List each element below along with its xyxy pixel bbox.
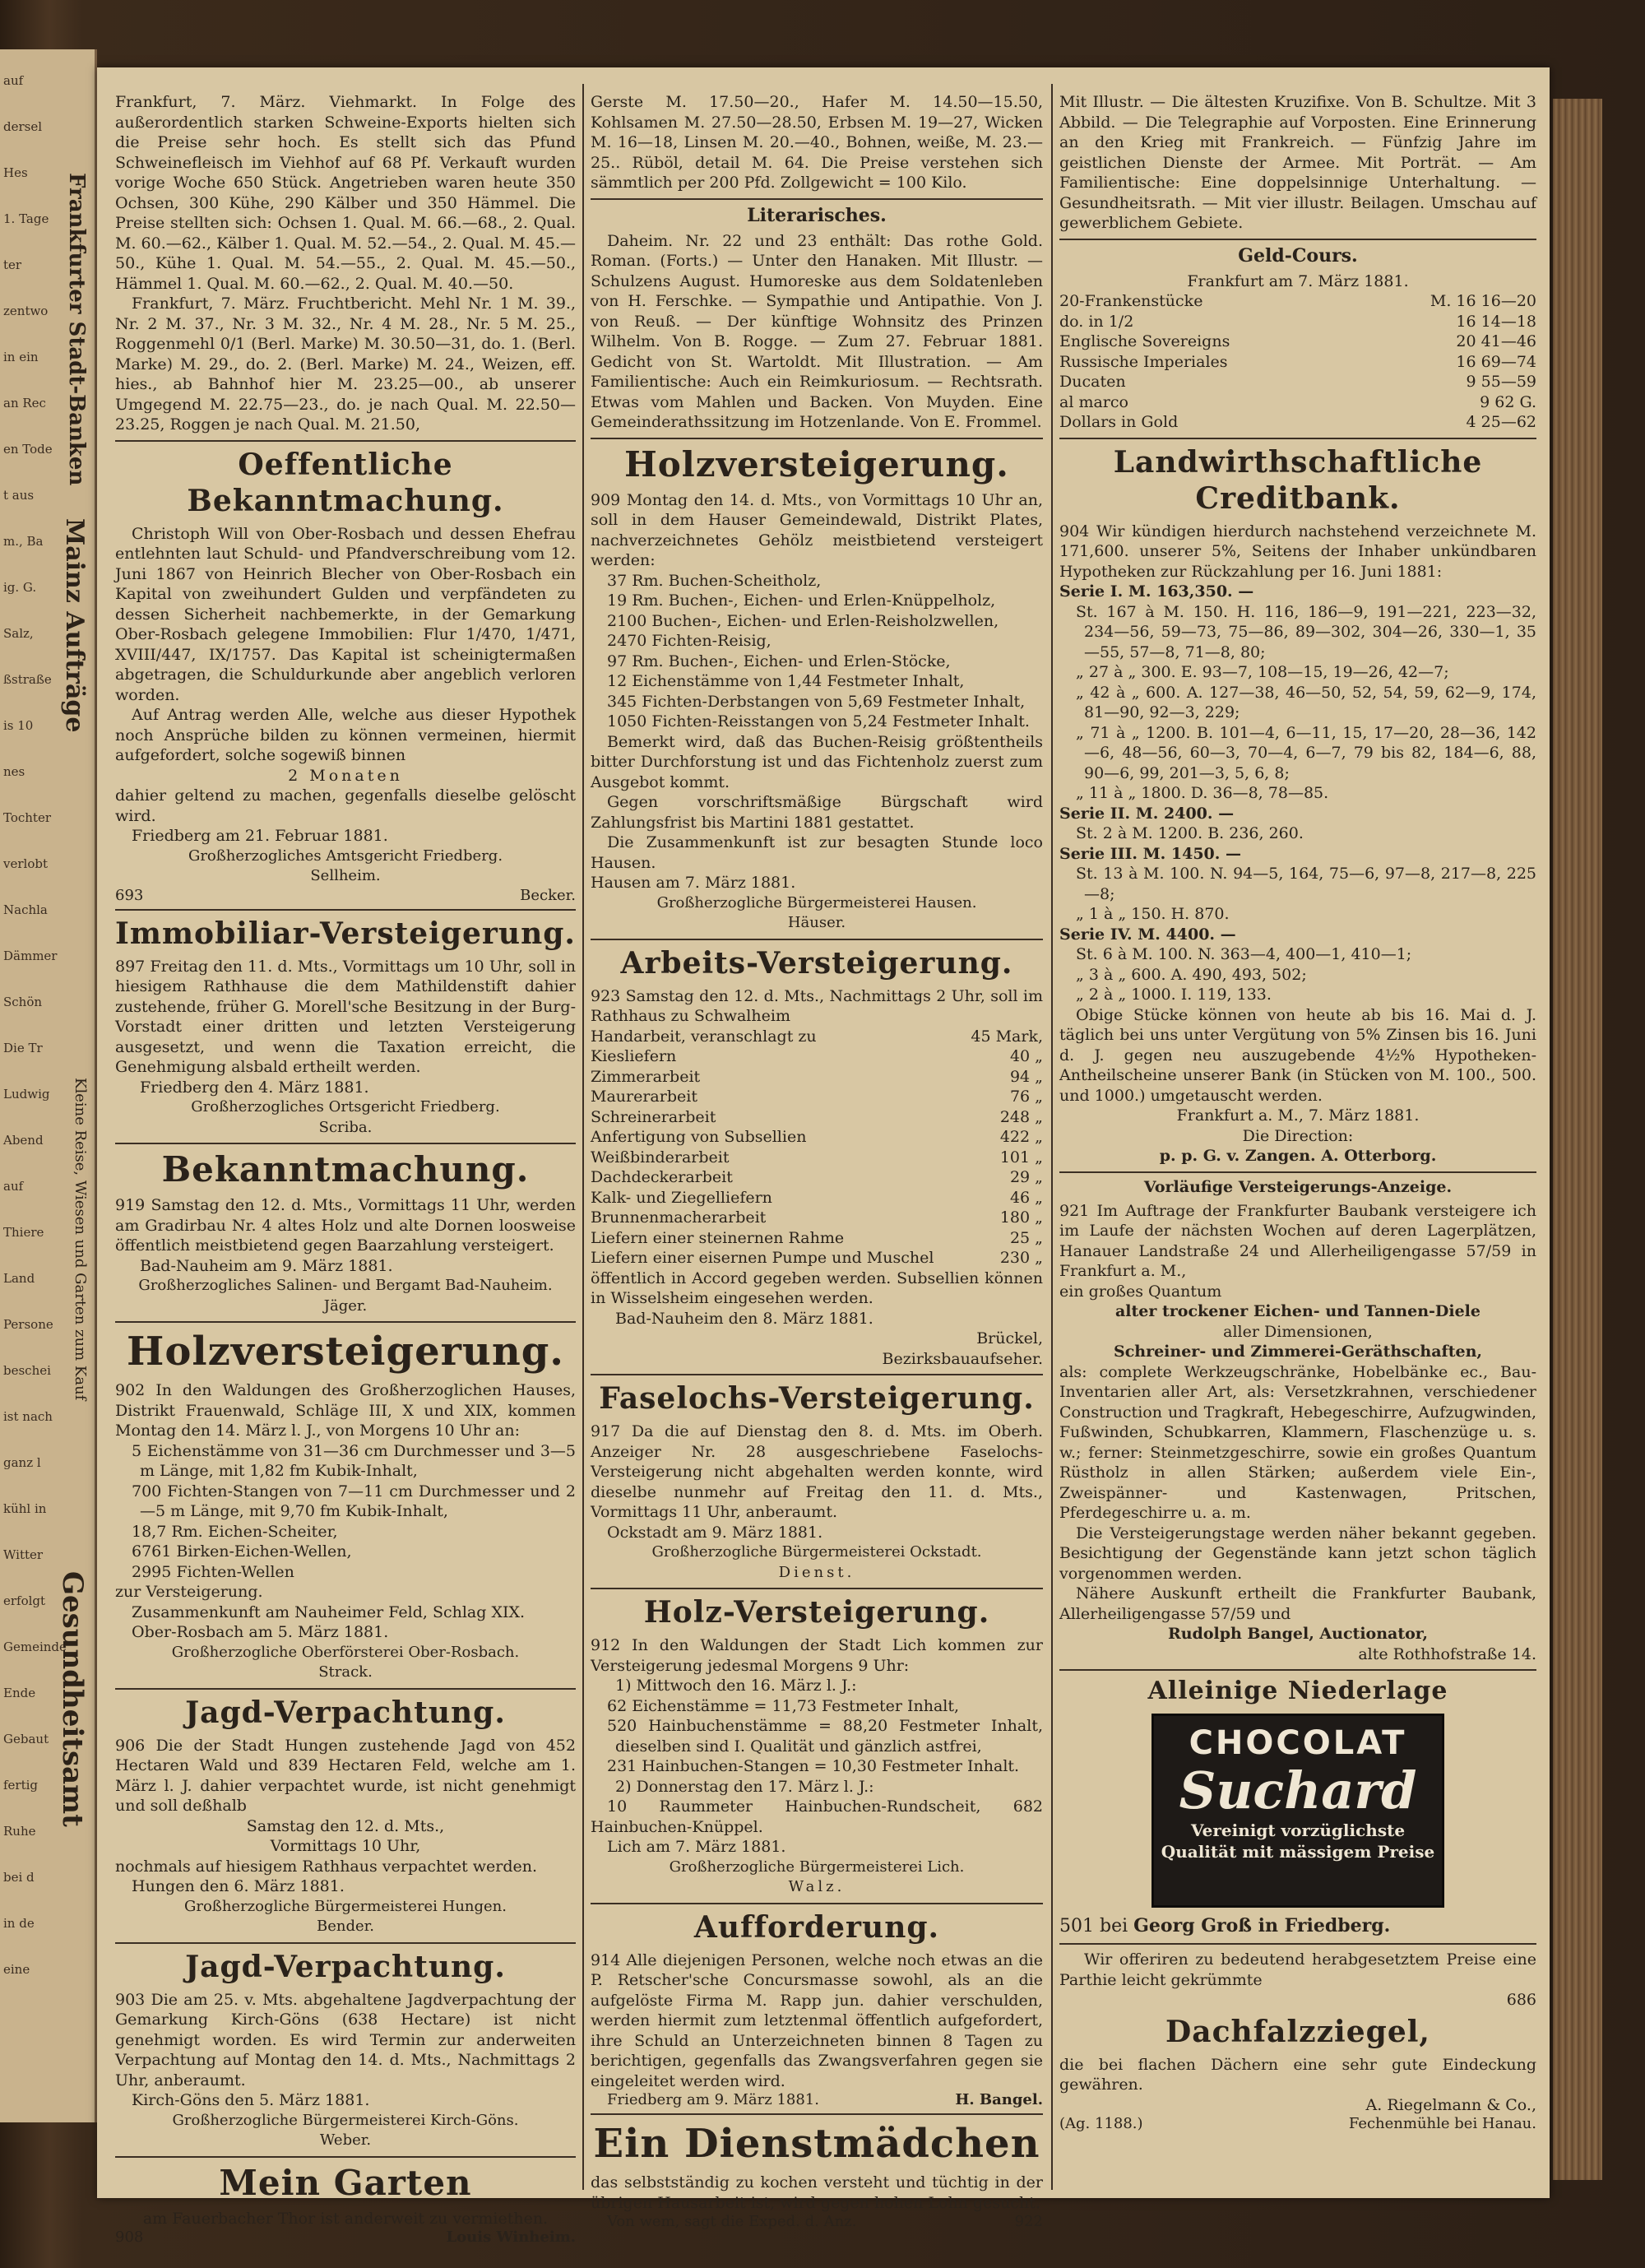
newspaper-page xyxy=(97,67,1550,2246)
dienst-text-2: Von wem, sagt die Exped. d. Anz. xyxy=(607,2213,857,2230)
credit-line: St. 6 à M. 100. N. 363—4, 400—1, 410—1; xyxy=(1076,945,1412,963)
ad-number: 922 xyxy=(1014,2213,1043,2230)
jagd1-text: 906 Die der Stadt Hungen zustehende Jagd von 452 Hectaren Wald und 839 Hectaren Feld, welche am 1. März l. J. dahier verpachtet wurde, ist nicht genehmigt und soll deßhalb xyxy=(115,1736,576,1815)
holz1-list-item: 6761 Birken-Eichen-Wellen, xyxy=(132,1542,352,1561)
bekannt-signer: Jäger. xyxy=(323,1296,368,1315)
left-page-fragment: Ruhe xyxy=(3,1824,36,1839)
holz2-list-item: 97 Rm. Buchen-, Eichen- und Erlen-Stöcke, xyxy=(607,652,951,670)
geld-row xyxy=(1059,412,1536,433)
left-page-fragment: Ende xyxy=(3,1686,36,1700)
baubank-text: 921 Im Auftrage der Frankfurter Baubank versteigere ich im Laufe der nächsten Wochen auf deren Lagerplätzen, Hanauer Landstraße 24 und Allerheiligengasse 57/59 in Frankfurt a. M., xyxy=(1059,1201,1536,1280)
jagd2-office: Großherzogliche Bürgermeisterei Kirch-Göns. xyxy=(172,2111,519,2129)
jagd2-signer: Weber. xyxy=(319,2131,372,2149)
geld-row-value: 9 55—59 xyxy=(1466,373,1536,391)
dachfalz-agency: (Ag. 1188.) xyxy=(1059,2115,1143,2132)
holz2-list-item: 345 Fichten-Derbstangen von 5,69 Festmeter Inhalt, xyxy=(607,692,1026,711)
holz2-text-2: Bemerkt wird, daß das Buchen-Reisig größtentheils bitter Durchforstung ist und das Fichtenholz zuerst zum Ausgebot kommt. xyxy=(591,732,1043,791)
suchard-logo-line-2: Suchard xyxy=(1179,1760,1417,1820)
oeffentlich-text-2: Auf Antrag werden Alle, welche aus dieser Hypothek noch Ansprüche bilden zu können vermeinen, hiermit aufgefordert, solche sogewiß binnen xyxy=(115,706,576,764)
left-page-fragment: ter xyxy=(3,257,22,272)
arbeits-row-label: Weißbinderarbeit xyxy=(591,1148,730,1166)
dienst-footer xyxy=(591,2213,1043,2230)
aufforderung-signer: H. Bangel. xyxy=(955,2091,1043,2108)
arbeits-row-label: Handarbeit, veranschlagt zu xyxy=(591,1027,817,1046)
arbeits-row-value: 40 „ xyxy=(1009,1047,1043,1065)
suchard-footer xyxy=(1059,1914,1536,1938)
dienst-text: das selbstständig zu kochen versteht und tüchtig in der übrigen Hausarbeit ist, wird gegen hohen Lohn gesucht. xyxy=(591,2173,1043,2212)
jagd2-text: 903 Die am 25. v. Mts. abgehaltene Jagdverpachtung der Gemarkung Kirch-Göns (638 Hectare) ist nicht genehmigt worden. Es wird Termin zur anderweiten Verpachtung auf Montag den 14. d. Mts., Nachmittags 2 Uhr, anberaumt. xyxy=(115,1990,576,2089)
left-page-fragment: Nachla xyxy=(3,902,48,917)
left-page-fragment: Dämmer xyxy=(3,948,58,963)
baubank-address: alte Rothhofstraße 14. xyxy=(1358,1644,1536,1663)
baubank-title: Vorläufige Versteigerungs-Anzeige. xyxy=(1143,1177,1453,1196)
credit-line: „ 2 à „ 1000. I. 119, 133. xyxy=(1076,986,1272,1004)
credit-line: St. 167 à M. 150. H. 116, 186—9, 191—221, 223—32, 234—56, 59—73, 75—86, 89—302, 304—26, 330—1, 35—55, 57—8, 71—8, 80; xyxy=(1076,602,1536,661)
holz1-title: Holzversteigerung. xyxy=(126,1329,564,1375)
left-page-fragment: Witter xyxy=(3,1547,44,1562)
credit-text: 904 Wir kündigen hierdurch nachstehend verzeichnete M. 171,600. unserer 5%, Seitens der Inhaber unkündbaren Hypotheken zur Rückzahlung per 16. Juni 1881: xyxy=(1059,522,1536,581)
credit-serie-3-lines xyxy=(1059,864,1536,925)
holz1-signer: Strack. xyxy=(318,1663,373,1681)
left-page-fragment: Ludwig xyxy=(3,1087,50,1102)
divider xyxy=(591,2113,1043,2115)
oeffentlich-signer: Sellheim. xyxy=(310,867,381,884)
arbeits-date: Bad-Nauheim den 8. März 1881. xyxy=(615,1309,873,1328)
credit-signer: p. p. G. v. Zangen. A. Otterborg. xyxy=(1159,1147,1437,1165)
aufforderung-date: Friedberg am 9. März 1881. xyxy=(607,2091,819,2108)
arbeits-row xyxy=(591,1107,1043,1128)
holz2-list-item: 1050 Fichten-Reisstangen von 5,24 Festmeter Inhalt. xyxy=(607,712,1030,730)
credit-title: Landwirthschaftliche Creditbank. xyxy=(1113,444,1483,516)
left-page-fragment: ganz l xyxy=(3,1455,41,1470)
left-page-fragment: Hes xyxy=(3,165,28,180)
geld-title: Geld-Cours. xyxy=(1238,244,1358,267)
credit-line: „ 42 à „ 600. A. 127—38, 46—50, 52, 54, 59, 62—9, 174, 81—90, 92—3, 229; xyxy=(1076,683,1536,721)
faselochs-signer: Dienst. xyxy=(778,1563,855,1581)
baubank-text-7: Die Versteigerungstage werden näher bekannt gegeben. Besichtigung der Gegenstände kann jetzt schon täglich vorgenommen werden. xyxy=(1059,1524,1536,1583)
divider xyxy=(591,1374,1043,1375)
holz2-list-item: 2470 Fichten-Reisig, xyxy=(607,632,772,650)
arbeits-row-value: 101 „ xyxy=(999,1148,1043,1166)
arbeits-row xyxy=(591,1228,1043,1249)
left-page-fragment: bei d xyxy=(3,1870,35,1885)
column-3 xyxy=(1059,92,1536,2132)
arbeits-row xyxy=(591,1046,1043,1067)
arbeits-row-value: 25 „ xyxy=(1009,1228,1043,1247)
arbeits-row-value: 422 „ xyxy=(999,1128,1043,1146)
holz2-signer: Häuser. xyxy=(787,914,846,931)
oeffentlich-footer xyxy=(115,887,576,904)
column-rule-1 xyxy=(582,84,584,2190)
suchard-logo-line-4: Qualität mit mässigem Preise xyxy=(1161,1842,1435,1862)
arbeits-row-value: 29 „ xyxy=(1009,1168,1043,1186)
holz3-day-2: 2) Donnerstag den 17. März l. J.: xyxy=(615,1777,874,1796)
left-page-margin xyxy=(0,49,97,2122)
holz2-date: Hausen am 7. März 1881. xyxy=(591,874,796,892)
arbeits-row xyxy=(591,1188,1043,1208)
left-page-fragment: dersel xyxy=(3,119,43,134)
bekannt-date: Bad-Nauheim am 9. März 1881. xyxy=(140,1256,393,1275)
holz2-text-3: Gegen vorschriftsmäßige Bürgschaft wird Zahlungsfrist bis Martini 1881 gestattet. xyxy=(591,793,1043,832)
left-page-fragment: zentwo xyxy=(3,304,49,318)
ad-number: 501 xyxy=(1059,1916,1094,1936)
holz2-office: Großherzogliche Bürgermeisterei Hausen. xyxy=(656,893,977,911)
divider xyxy=(1059,1171,1536,1173)
arbeits-row-label: Schreinerarbeit xyxy=(591,1107,716,1126)
left-page-fragment: verlobt xyxy=(3,856,48,871)
aufforderung-footer xyxy=(591,2091,1043,2108)
left-page-fragment: Abend xyxy=(3,1133,44,1148)
aufforderung-text: 914 Alle diejenigen Personen, welche noch etwas an die P. Retscher'sche Concursmasse sowohl, als an die aufgelöste Firma M. Rapp jun. dahier verschulden, werden hiermit zum letztenmal öffentlich aufgefordert, ihre Schuld an Unterzeichneten binnen 8 Tagen zu berichtigen, gegenfalls das Zwangsverfahren gegen sie eingeleitet werden wird. xyxy=(591,1950,1043,2090)
vertical-title-3: Kleine Reise, Wiesen und Garten zum Kauf xyxy=(72,1078,89,1401)
arbeits-text: 923 Samstag den 12. d. Mts., Nachmittags 2 Uhr, soll im Rathhaus zu Schwalheim xyxy=(591,986,1043,1025)
holz2-list-item: 2100 Buchen-, Eichen- und Erlen-Reisholzwellen, xyxy=(607,611,999,630)
left-page-fragment: ßstraße xyxy=(3,672,52,687)
suchard-bei: bei xyxy=(1100,1916,1128,1936)
faselochs-title: Faselochs-Versteigerung. xyxy=(599,1381,1035,1416)
credit-serie-2-lines xyxy=(1059,823,1536,844)
dachfalz-footer xyxy=(1059,2115,1536,2132)
arbeits-office: Bezirksbauaufseher. xyxy=(882,1349,1043,1368)
geld-row-label: Ducaten xyxy=(1059,373,1126,391)
baubank-signer: Rudolph Bangel, Auctionator, xyxy=(1167,1625,1429,1643)
credit-serie-3: Serie III. M. 1450. — xyxy=(1059,844,1242,863)
immobiliar-signer: Scriba. xyxy=(318,1118,373,1136)
arbeits-row-value: 45 Mark, xyxy=(971,1027,1043,1046)
holz1-date: Ober-Rosbach am 5. März 1881. xyxy=(132,1623,389,1641)
credit-line: „ 11 à „ 1800. D. 36—8, 78—85. xyxy=(1076,784,1329,802)
vertical-title-1: Frankfurter Stadt-Banken xyxy=(64,173,89,486)
holz2-text-4: Die Zusammenkunft ist zur besagten Stunde loco Hausen. xyxy=(591,833,1043,872)
divider xyxy=(591,939,1043,940)
bekannt-text: 919 Samstag den 12. d. Mts., Vormittags 11 Uhr, werden am Gradirbau Nr. 4 altes Holz und alte Dornen loosweise öffentlich meistbietend gegen Baarzahlung versteigert. xyxy=(115,1196,576,1255)
holz3-text: 912 In den Waldungen der Stadt Lich kommen zur Versteigerung jedesmal Morgens 9 Uhr: xyxy=(591,1636,1043,1675)
divider xyxy=(1059,1669,1536,1671)
baubank-text-4: aller Dimensionen, xyxy=(1223,1322,1373,1341)
holz2-list-item: 12 Eichenstämme von 1,44 Festmeter Inhalt, xyxy=(607,672,965,690)
arbeits-row-label: Brunnenmacherarbeit xyxy=(591,1208,767,1227)
left-page-fragment: Land xyxy=(3,1271,35,1286)
holz3-office: Großherzogliche Bürgermeisterei Lich. xyxy=(669,1858,965,1876)
dachfalz-signer: A. Riegelmann & Co., xyxy=(1365,2095,1536,2114)
immobiliar-office: Großherzogliches Ortsgericht Friedberg. xyxy=(191,1098,500,1115)
divider xyxy=(115,440,576,442)
garten-text: am Fauerbacher Thor ist anderweit zu vermiethen. xyxy=(142,2209,549,2228)
arbeits-row-label: Maurerarbeit xyxy=(591,1088,697,1106)
holz3-list-item: 520 Hainbuchenstämme = 88,20 Festmeter Inhalt, dieselben sind I. Qualität und gänzlich astfrei, xyxy=(607,1717,1043,1755)
holz3-list xyxy=(591,1696,1043,1777)
arbeits-row xyxy=(591,1167,1043,1188)
literarisches-continued: Mit Illustr. — Die ältesten Kruzifixe. Von B. Schultze. Mit 3 Abbild. — Die Telegraphie auf Vorposten. Eine Erinnerung an den Krieg mit Frankreich. — Fünfzig Jahre im geistlichen Dienste der Armee. Mit Porträt. — Am Familientische: Eine doppelsinnige Unterhaltung. — Gesundheitsrath. — Mit vier illustr. Beilagen. Umschau auf gewerblichem Gebiete. xyxy=(1059,93,1536,232)
geld-table xyxy=(1059,291,1536,433)
arbeits-row-label: Kalk- und Ziegelliefern xyxy=(591,1188,772,1207)
fruchtbericht-continued: Gerste M. 17.50—20., Hafer M. 14.50—15.50, Kohlsamen M. 27.50—28.50, Erbsen M. 19—27, Wicken M. 16—18, Linsen M. 20.—40., Bohnen, weiße, M. 23.—25.. Rüböl, detail M. 64. Die Preise verstehen sich sämmtlich per 200 Pfd. Zollgewicht = 100 Kilo. xyxy=(591,93,1043,192)
geld-row xyxy=(1059,291,1536,312)
left-page-fragment: Persone xyxy=(3,1317,53,1332)
geld-row-label: Russische Imperiales xyxy=(1059,352,1228,371)
left-page-fragment: fertig xyxy=(3,1778,39,1793)
faselochs-text: 917 Da die auf Dienstag den 8. d. Mts. im Oberh. Anzeiger Nr. 28 ausgeschriebene Faselochs-Versteigerung nicht abgehalten werden konnte, wird dieselbe nunmehr auf Freitag den 11. d. Mts., Vormittags 11 Uhr, anberaumt. xyxy=(591,1422,1043,1521)
geld-row-value: 4 25—62 xyxy=(1466,413,1536,431)
credit-line: St. 13 à M. 100. N. 94—5, 164, 75—6, 97—8, 217—8, 225—8; xyxy=(1076,865,1536,903)
arbeits-row-value: 94 „ xyxy=(1009,1067,1043,1086)
geld-row xyxy=(1059,332,1536,352)
divider xyxy=(115,1143,576,1144)
column-rule-2 xyxy=(1051,84,1053,2190)
arbeits-row-value: 248 „ xyxy=(999,1107,1043,1126)
holz2-list xyxy=(591,571,1043,732)
divider xyxy=(115,1688,576,1690)
arbeits-table xyxy=(591,1027,1043,1269)
geld-row-label: 20-Frankenstücke xyxy=(1059,292,1203,310)
baubank-text-6: als: complete Werkzeugschränke, Hobelbänke ec., Bau-Inventarien aller Art, als: Versetzkrahnen, verschiedener Construction und Tragkraft, Hebegeschirre, Aufzugwinden, Fußwinden, Schubkarren, Klammern, Flaschenzüge u. s. w.; ferner: Steinmetzgeschirre, sowie ein großes Quantum Rüstholz in allen Stärken; außerdem viele Ein-, Zweispänner- und Kastenwagen, Pritschen, Pferdegeschirre u. a. m. xyxy=(1059,1362,1536,1522)
jagd1-signer: Bender. xyxy=(317,1918,374,1935)
jagd1-when-1: Samstag den 12. d. Mts., xyxy=(246,1816,445,1835)
holz1-list-item: 2995 Fichten-Wellen xyxy=(132,1562,294,1581)
baubank-text-3: alter trockener Eichen- und Tannen-Diele xyxy=(1115,1302,1480,1320)
holz1-list-item: 18,7 Rm. Eichen-Scheiter, xyxy=(132,1522,338,1541)
geld-row-value: 20 41—46 xyxy=(1456,332,1536,350)
left-page-fragment: m., Ba xyxy=(3,534,44,549)
left-page-fragment: auf xyxy=(3,1179,24,1194)
arbeits-row-label: Zimmerarbeit xyxy=(591,1067,701,1086)
immobiliar-title: Immobiliar-Versteigerung. xyxy=(115,916,576,951)
divider xyxy=(1059,239,1536,240)
garten-footer xyxy=(115,2229,576,2246)
jagd1-date: Hungen den 6. März 1881. xyxy=(132,1877,345,1895)
suchard-logo xyxy=(1152,1714,1444,1908)
suchard-logo-line-1: CHOCOLAT xyxy=(1189,1724,1407,1762)
left-page-fragment: Tochter xyxy=(3,810,52,825)
geld-row xyxy=(1059,352,1536,373)
left-page-fragment: Gemeinde xyxy=(3,1640,67,1654)
arbeits-row-label: Kiesliefern xyxy=(591,1047,677,1065)
holz1-office: Großherzogliche Oberförsterei Ober-Rosbach. xyxy=(171,1643,520,1661)
jagd1-text-2: nochmals auf hiesigem Rathhaus verpachtet werden. xyxy=(115,1857,538,1876)
left-page-fragment: is 10 xyxy=(3,718,34,733)
holz2-text: 909 Montag den 14. d. Mts., von Vormittags 10 Uhr an, soll in dem Hauser Gemeindewald, Distrikt Plates, nachverzeichnetes Gehölz meistbietend versteigert werden: xyxy=(591,490,1043,569)
left-page-fragment: Salz, xyxy=(3,626,34,641)
credit-office: Die Direction: xyxy=(1242,1126,1354,1145)
vertical-title-2: Mainz Aufträge xyxy=(60,518,89,733)
left-page-fragment: eine xyxy=(3,1962,30,1977)
dachfalz-address: Fechenmühle bei Hanau. xyxy=(1348,2115,1536,2132)
left-page-fragment: erfolgt xyxy=(3,1593,46,1608)
divider xyxy=(1059,438,1536,439)
jagd2-title: Jagd-Verpachtung. xyxy=(185,1949,506,1984)
left-page-fragment: in ein xyxy=(3,350,39,364)
divider xyxy=(115,909,576,911)
jagd1-when-2: Vormittags 10 Uhr, xyxy=(270,1837,421,1855)
dachfalz-text: Wir offeriren zu bedeutend herabgesetztem Preise eine Parthie leicht gekrümmte xyxy=(1059,1950,1536,1989)
ad-number: 686 xyxy=(1506,1991,1536,2009)
credit-line: „ 3 à „ 600. A. 490, 493, 502; xyxy=(1076,965,1307,984)
viehmarkt-report: Frankfurt, 7. März. Viehmarkt. In Folge des außerordentlich starken Schweine-Exports hielten sich die Preise sehr hoch. Es stellt sich das Pfund Schweinefleisch im Viehhof auf 68 Pf. Verkauft wurden vorige Woche 650 Stück. Angetrieben waren heute 350 Ochsen, 300 Kühe, 290 Kälber und 350 Hämmel. Die Preise stellten sich: Ochsen 1. Qual. M. 66.—68., 2. Qual. M. 60.—62., Kälber 1. Qual. M. 52.—54., 2. Qual. M. 45.—50., Kühe 1. Qual. M. 54.—55., 2. Qual. M. 45.—50., Hämmel 1. Qual. M. 60.—62., 2. Qual. M. 40.—50. xyxy=(115,93,576,293)
literarisches-title: Literarisches. xyxy=(747,204,887,226)
credit-serie-4-lines xyxy=(1059,944,1536,1005)
left-page-fragment: Die Tr xyxy=(3,1041,43,1055)
oeffentlich-text-3: dahier geltend zu machen, gegenfalls dieselbe gelöscht wird. xyxy=(115,786,576,825)
left-page-fragment: en Tode xyxy=(3,442,53,457)
garten-signer: Louis Winheim. xyxy=(446,2229,576,2246)
bekannt-office: Großherzogliches Salinen- und Bergamt Bad-Nauheim. xyxy=(138,1277,553,1294)
geld-row xyxy=(1059,312,1536,332)
credit-serie-4: Serie IV. M. 4400. — xyxy=(1059,925,1236,944)
credit-serie-1-lines xyxy=(1059,602,1536,804)
suchard-firm: Georg Groß in Friedberg. xyxy=(1133,1915,1391,1936)
arbeits-row-value: 46 „ xyxy=(1009,1188,1043,1207)
divider xyxy=(591,198,1043,200)
immobiliar-date: Friedberg den 4. März 1881. xyxy=(140,1078,369,1097)
holz1-text-3: Zusammenkunft am Nauheimer Feld, Schlag XIX. xyxy=(132,1602,526,1621)
left-page-fragment: beschei xyxy=(3,1363,51,1378)
dachfalz-text-2: die bei flachen Dächern eine sehr gute Eindeckung gewähren. xyxy=(1059,2055,1536,2094)
faselochs-date: Ockstadt am 9. März 1881. xyxy=(607,1523,823,1542)
holz2-title: Holzversteigerung. xyxy=(624,443,1009,485)
holz3-day-1: 1) Mittwoch den 16. März l. J.: xyxy=(615,1677,857,1695)
left-page-fragment: kühl in xyxy=(3,1501,47,1516)
arbeits-row-value: 180 „ xyxy=(999,1208,1043,1227)
holz3-title: Holz-Versteigerung. xyxy=(643,1595,990,1630)
fruchtbericht-report: Frankfurt, 7. März. Fruchtbericht. Mehl Nr. 1 M. 39., Nr. 2 M. 37., Nr. 3 M. 32., Nr. 4 M. 28., Nr. 5 M. 25., Roggenmehl 0/1 (Berl. Marke) M. 30.50—31, do. 1. (Berl. Marke) M. 29., do. 2. (Berl. Marke) M. 24., Weizen, eff. hies., ab Bahnhof hier M. 23.25—00., ab unserer Umgegend M. 22.75—23., do. je nach Qual. M. 22.50—23.25, Roggen je nach Qual. M. 21.50, xyxy=(115,295,576,434)
geld-row-value: 16 69—74 xyxy=(1456,352,1536,371)
left-page-fragment: in de xyxy=(3,1916,35,1931)
bekannt-title: Bekanntmachung. xyxy=(161,1149,530,1190)
left-page-fragment: Thiere xyxy=(3,1225,44,1240)
arbeits-signer: Brückel, xyxy=(976,1329,1043,1347)
left-page-fragment: nes xyxy=(3,764,25,779)
geld-sub: Frankfurt am 7. März 1881. xyxy=(1187,271,1409,290)
holz3-items-2: 10 Raummeter Hainbuchen-Rundscheit, 682 Hainbuchen-Knüppel. xyxy=(591,1797,1043,1836)
credit-date: Frankfurt a. M., 7. März 1881. xyxy=(1176,1106,1420,1125)
aufforderung-title: Aufforderung. xyxy=(693,1909,940,1945)
arbeits-text-2: öffentlich in Accord gegeben werden. Subsellien können in Wisselsheim eingesehen werden. xyxy=(591,1269,1043,1307)
arbeits-row xyxy=(591,1248,1043,1269)
arbeits-row xyxy=(591,1027,1043,1047)
holz1-list xyxy=(115,1441,576,1583)
holz1-text: 902 In den Waldungen des Großherzoglichen Hauses, Distrikt Frauenwald, Schläge III, X und XIX, kommen Montag den 14. März l. J., von Morgens 10 Uhr an: xyxy=(115,1381,576,1440)
geld-row-value: 16 14—18 xyxy=(1456,312,1536,331)
holz3-signer: Walz. xyxy=(788,1878,846,1895)
geld-row-value: M. 16 16—20 xyxy=(1430,292,1536,310)
arbeits-row-label: Liefern einer eisernen Pumpe und Muschel xyxy=(591,1249,934,1267)
holz1-list-item: 5 Eichenstämme von 31—36 cm Durchmesser und 3—5 m Länge, mit 1,82 fm Kubik-Inhalt, xyxy=(132,1441,576,1480)
divider xyxy=(591,1588,1043,1589)
divider xyxy=(591,438,1043,439)
arbeits-row-label: Liefern einer steinernen Rahme xyxy=(591,1228,845,1247)
oeffentlich-office: Großherzogliches Amtsgericht Friedberg. xyxy=(188,846,503,865)
divider xyxy=(115,1321,576,1323)
arbeits-row-value: 230 „ xyxy=(999,1249,1043,1267)
arbeits-row-value: 76 „ xyxy=(1009,1088,1043,1106)
signer-2: Becker. xyxy=(520,886,576,904)
holz2-list-item: 19 Rm. Buchen-, Eichen- und Erlen-Knüppelholz, xyxy=(607,591,996,610)
oeffentlich-date: Friedberg am 21. Februar 1881. xyxy=(132,827,388,845)
geld-row-value: 9 62 G. xyxy=(1480,392,1536,411)
dachfalz-title: Dachfalzziegel, xyxy=(1165,2014,1430,2049)
credit-line: „ 1 à „ 150. H. 870. xyxy=(1076,905,1230,923)
ad-number: 693 xyxy=(115,886,144,904)
ad-number: 908 xyxy=(115,2229,144,2246)
arbeits-row xyxy=(591,1067,1043,1088)
oeffentlich-text: Christoph Will von Ober-Rosbach und dessen Ehefrau entlehnten laut Schuld- und Pfandverschreibung vom 12. Juni 1867 von Heinrich Blecher von Ober-Rosbach ein Kapital von zweihundert Gulden und verpfändeten zu dessen Sicherheit nachbemerkte, in der Gemarkung Ober-Rosbach gelegene Immobilien: Flur 1/470, 1/471, XVIII/447, IX/1757. Das Kapital ist scheinigtermaßen abgetragen, die Schuldurkunde aber angeblich verloren worden. xyxy=(115,524,576,704)
left-page-vertical-text xyxy=(56,173,90,2065)
arbeits-title: Arbeits-Versteigerung. xyxy=(620,945,1013,981)
left-page-fragment: Schön xyxy=(3,995,43,1009)
dienst-title: Ein Dienstmädchen xyxy=(593,2121,1040,2167)
left-page-fragment: 1. Tage xyxy=(3,211,49,226)
baubank-text-5: Schreiner- und Zimmerei-Geräthschaften, xyxy=(1113,1343,1483,1361)
left-page-fragment: an Rec xyxy=(3,396,46,410)
holz3-date: Lich am 7. März 1881. xyxy=(607,1838,786,1856)
jagd1-office: Großherzogliche Bürgermeisterei Hungen. xyxy=(183,1897,507,1915)
book-edge xyxy=(1553,99,1602,2180)
geld-row xyxy=(1059,392,1536,413)
oeffentlich-months: 2 Monaten xyxy=(288,766,403,785)
arbeits-row-label: Anfertigung von Subsellien xyxy=(591,1128,807,1146)
credit-serie-2: Serie II. M. 2400. — xyxy=(1059,804,1235,823)
holz1-text-2: zur Versteigerung. xyxy=(115,1583,263,1601)
left-page-fragment: ist nach xyxy=(3,1409,53,1424)
baubank-text-2: ein großes Quantum xyxy=(1059,1282,1222,1301)
arbeits-row xyxy=(591,1148,1043,1168)
geld-row xyxy=(1059,372,1536,392)
credit-line: „ 27 à „ 300. E. 93—7, 108—15, 19—26, 42—7; xyxy=(1076,663,1449,681)
suchard-logo-line-3: Vereinigt vorzüglichste xyxy=(1190,1820,1406,1840)
left-page-fragment: Gebaut xyxy=(3,1732,49,1746)
left-page-fragment: auf xyxy=(3,73,24,88)
oeffentlich-title: Oeffentliche Bekanntmachung. xyxy=(187,447,504,518)
divider xyxy=(1059,1943,1536,1945)
holz3-list-item: 231 Hainbuchen-Stangen = 10,30 Festmeter Inhalt. xyxy=(607,1757,1020,1775)
arbeits-row xyxy=(591,1127,1043,1148)
credit-line: St. 2 à M. 1200. B. 236, 260. xyxy=(1076,824,1304,842)
column-2 xyxy=(591,92,1043,2230)
baubank-text-8: Nähere Auskunft ertheilt die Frankfurter Baubank, Allerheiligengasse 57/59 und xyxy=(1059,1584,1536,1623)
holz1-list-item: 700 Fichten-Stangen von 7—11 cm Durchmesser und 2—5 m Länge, mit 9,70 fm Kubik-Inhalt, xyxy=(132,1482,576,1520)
column-1 xyxy=(115,92,576,2246)
credit-line: „ 71 à „ 1200. B. 101—4, 6—11, 15, 17—20, 28—36, 142—6, 48—56, 60—3, 70—4, 6—7, 79 bis 82, 184—6, 88, 90—6, 99, 201—3, 5, 6, 8; xyxy=(1076,723,1536,782)
left-page-fragment: ig. G. xyxy=(3,580,37,595)
geld-row-label: Dollars in Gold xyxy=(1059,413,1179,431)
jagd2-date: Kirch-Göns den 5. März 1881. xyxy=(132,2091,370,2109)
literarisches-text: Daheim. Nr. 22 und 23 enthält: Das rothe Gold. Roman. (Forts.) — Unter den Hanaken. Mit Illustr. — Schulzens August. Humoreske aus dem Soldatenleben von H. Ferschke. — Sympathie und Antipathie. Von J. von Reuß. — Der künftige Wohnsitz des Prinzen Wilhelm. Von B. Rogge. — Zum 27. Februar 1881. Gedicht von St. Wartoldt. Mit Illustration. — Am Familientische: Auch ein Reimkuriosum. — Rechtsrath. Etwas vom Mahlen und Backen. Von Muyden. Eine Gemeinderathssitzung im Hotzenlande. Von E. Frommel. xyxy=(591,231,1043,431)
geld-row-label: al marco xyxy=(1059,392,1128,411)
divider xyxy=(115,1942,576,1944)
arbeits-row-label: Dachdeckerarbeit xyxy=(591,1168,733,1186)
arbeits-row xyxy=(591,1087,1043,1107)
vertical-title-4: Gesundheitsamt xyxy=(56,1571,89,1827)
divider xyxy=(591,1903,1043,1904)
credit-text-2: Obige Stücke können von heute ab bis 16. Mai d. J. täglich bei uns unter Vergütung von 5% Zinsen bis 16. Juni d. J. gegen neu auszugebende 4½% Hypotheken-Antheilscheine unserer Bank (in Stücken von M. 100., 500. und 1000.) umgetauscht werden. xyxy=(1059,1005,1536,1105)
garten-title: Mein Garten xyxy=(219,2162,472,2203)
geld-row-label: do. in 1/2 xyxy=(1059,312,1134,331)
left-page-fragment: t aus xyxy=(3,488,35,503)
geld-row-label: Englische Sovereigns xyxy=(1059,332,1230,350)
divider xyxy=(115,2156,576,2158)
jagd1-title: Jagd-Verpachtung. xyxy=(185,1695,506,1730)
credit-serie-1: Serie I. M. 163,350. — xyxy=(1059,582,1254,601)
immobiliar-text: 897 Freitag den 11. d. Mts., Vormittags um 10 Uhr, soll in hiesigem Rathhause die dem Mathildenstift dahier zustehende, früher G. Morell'sche Besitzung in der Burg-Vorstadt einer dritten und letzten Versteigerung ausgesetzt, und wenn die Taxation erreicht, die Genehmigung alsbald ertheilt werden. xyxy=(115,957,576,1076)
holz3-list-item: 62 Eichenstämme = 11,73 Festmeter Inhalt, xyxy=(607,1696,960,1715)
suchard-head: Alleinige Niederlage xyxy=(1147,1677,1448,1705)
faselochs-office: Großherzogliche Bürgermeisterei Ockstadt. xyxy=(651,1543,982,1561)
holz2-list-item: 37 Rm. Buchen-Scheitholz, xyxy=(607,571,822,590)
arbeits-row xyxy=(591,1208,1043,1228)
